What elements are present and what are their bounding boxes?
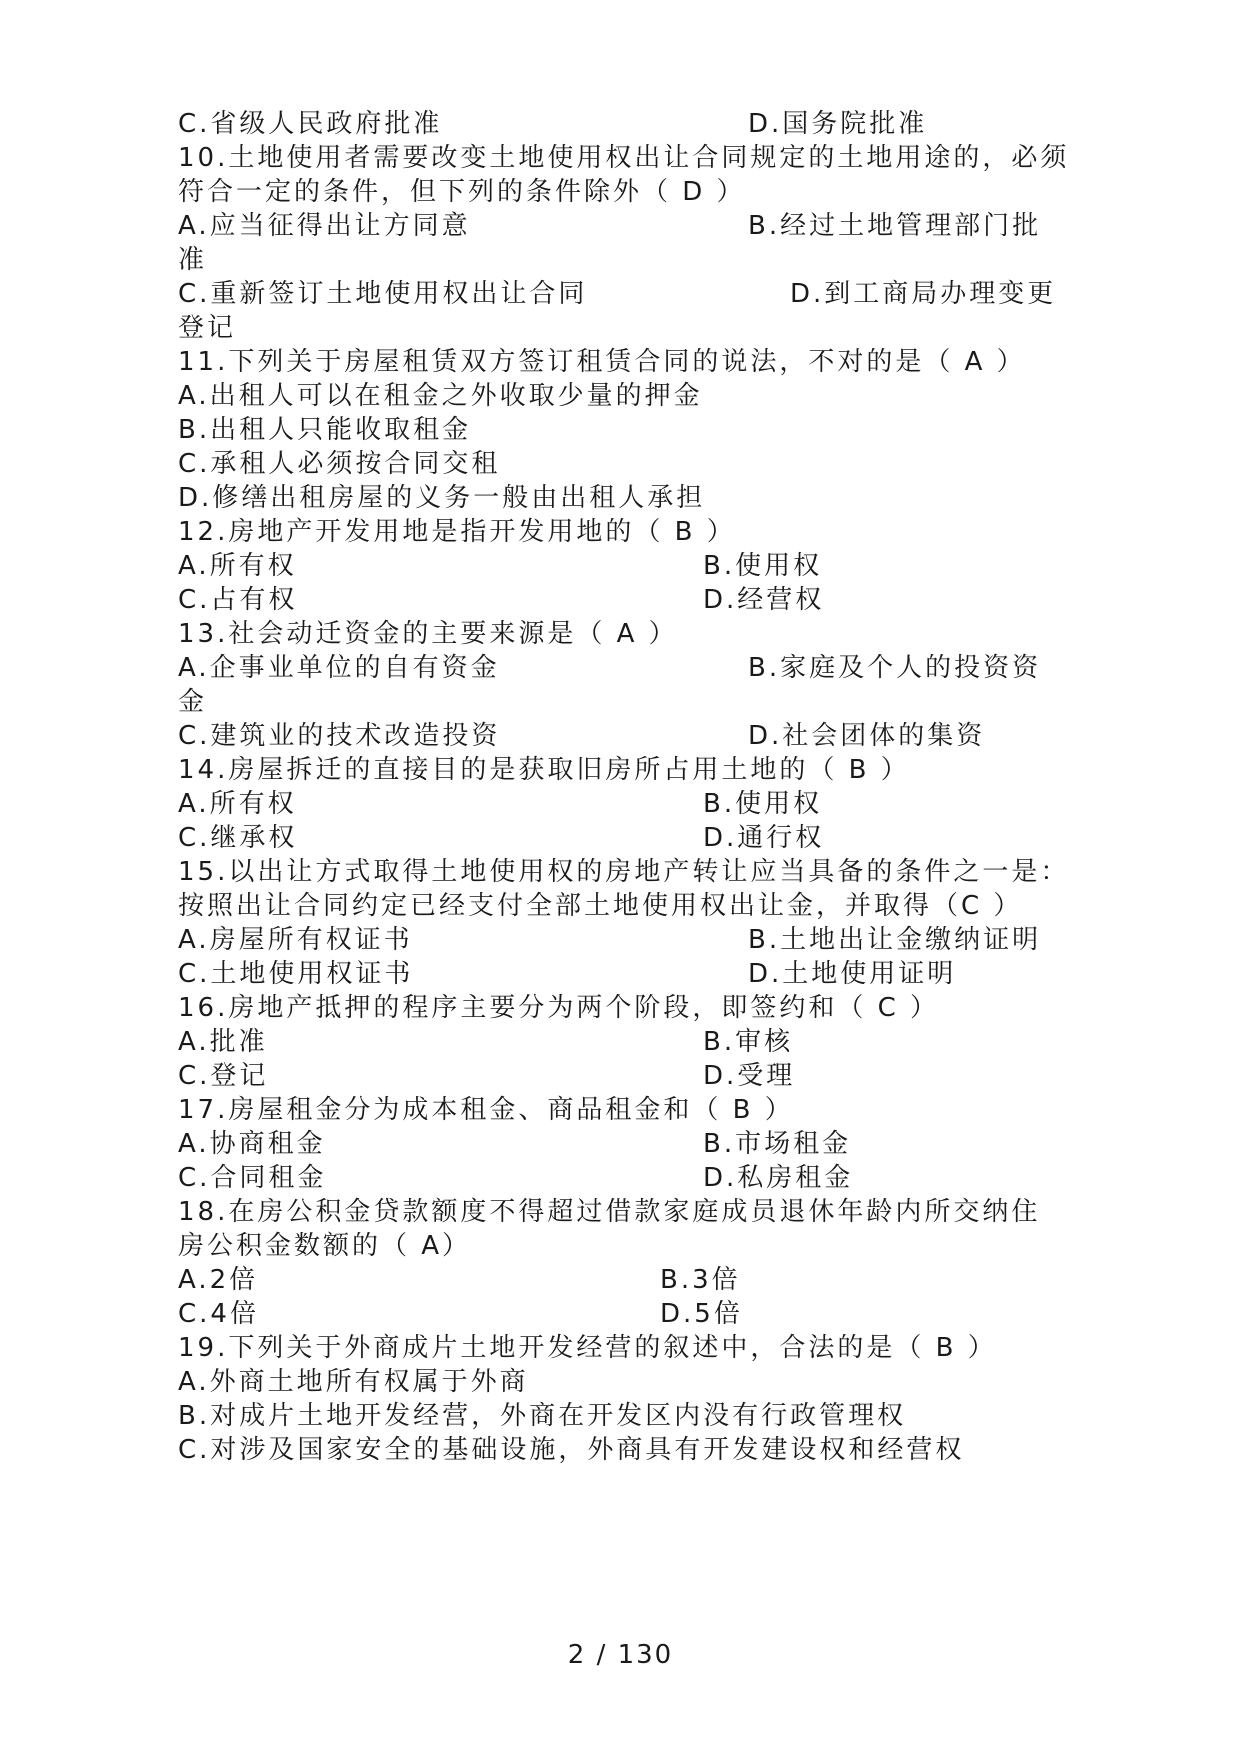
option-right: B.市场租金: [703, 1129, 852, 1159]
text-line: 房公积金数额的（ A）: [178, 1231, 472, 1261]
text-line: 按照出让合同约定已经支付全部土地使用权出让金，并取得（C ）: [178, 891, 1023, 921]
text-line: A.外商土地所有权属于外商: [178, 1367, 529, 1397]
option-right: D.私房租金: [703, 1163, 854, 1193]
text-line: C.对涉及国家安全的基础设施，外商具有开发建设权和经营权: [178, 1435, 965, 1465]
text-line: A.批准: [178, 1027, 268, 1057]
text-line: A.2倍: [178, 1265, 259, 1295]
text-line: C.占有权: [178, 585, 298, 615]
text-line: C.建筑业的技术改造投资: [178, 721, 501, 751]
text-line: 14.房屋拆迁的直接目的是获取旧房所占用土地的（ B ）: [178, 755, 910, 785]
text-line: A.房屋所有权证书: [178, 925, 413, 955]
option-right: B.使用权: [703, 551, 823, 581]
text-line: C.继承权: [178, 823, 298, 853]
page-number: 2 / 130: [567, 1640, 674, 1670]
text-line: 18.在房公积金贷款额度不得超过借款家庭成员退休年龄内所交纳住: [178, 1197, 1041, 1227]
text-line: A.协商租金: [178, 1129, 326, 1159]
text-line: A.所有权: [178, 551, 297, 581]
text-line: C.重新签订土地使用权出让合同: [178, 279, 588, 309]
text-line: C.土地使用权证书: [178, 959, 414, 989]
text-line: 16.房地产抵押的程序主要分为两个阶段，即签约和（ C ）: [178, 993, 940, 1023]
text-line: D.修缮出租房屋的义务一般由出租人承担: [178, 483, 706, 513]
text-line: C.省级人民政府批准: [178, 109, 443, 139]
text-line: 17.房屋租金分为成本租金、商品租金和（ B ）: [178, 1095, 794, 1125]
text-line: 15.以出让方式取得土地使用权的房地产转让应当具备的条件之一是：: [178, 857, 1070, 887]
text-line: C.4倍: [178, 1299, 259, 1329]
option-right: B.经过土地管理部门批: [748, 211, 1042, 241]
text-line: 11.下列关于房屋租赁双方签订租赁合同的说法，不对的是（ A ）: [178, 347, 1026, 377]
option-right: B.3倍: [660, 1265, 741, 1295]
text-line: C.承租人必须按合同交租: [178, 449, 501, 479]
text-line: C.登记: [178, 1061, 269, 1091]
text-line: 准: [178, 245, 208, 275]
option-right: D.5倍: [660, 1299, 743, 1329]
option-right: D.到工商局办理变更: [790, 279, 1057, 309]
text-line: 12.房地产开发用地是指开发用地的（ B ）: [178, 517, 736, 547]
text-line: A.应当征得出让方同意: [178, 211, 471, 241]
text-line: 13.社会动迁资金的主要来源是（ A ）: [178, 619, 678, 649]
text-line: 金: [178, 687, 208, 717]
text-line: A.出租人可以在租金之外收取少量的押金: [178, 381, 703, 411]
text-line: 登记: [178, 313, 237, 343]
option-right: D.社会团体的集资: [748, 721, 986, 751]
option-right: D.经营权: [703, 585, 825, 615]
text-line: A.所有权: [178, 789, 297, 819]
text-line: 符合一定的条件，但下列的条件除外（ D ）: [178, 177, 746, 207]
option-right: B.审核: [703, 1027, 794, 1057]
option-right: D.受理: [703, 1061, 796, 1091]
option-right: D.土地使用证明: [748, 959, 957, 989]
text-line: A.企事业单位的自有资金: [178, 653, 500, 683]
text-line: 19.下列关于外商成片土地开发经营的叙述中，合法的是（ B ）: [178, 1333, 997, 1363]
text-line: 10.土地使用者需要改变土地使用权出让合同规定的土地用途的，必须: [178, 143, 1070, 173]
option-right: D.通行权: [703, 823, 825, 853]
option-right: B.使用权: [703, 789, 823, 819]
option-right: B.土地出让金缴纳证明: [748, 925, 1042, 955]
text-line: B.出租人只能收取租金: [178, 415, 472, 445]
option-right: B.家庭及个人的投资资: [748, 653, 1042, 683]
option-right: D.国务院批准: [748, 109, 928, 139]
text-line: C.合同租金: [178, 1163, 327, 1193]
text-line: B.对成片土地开发经营，外商在开发区内没有行政管理权: [178, 1401, 907, 1431]
